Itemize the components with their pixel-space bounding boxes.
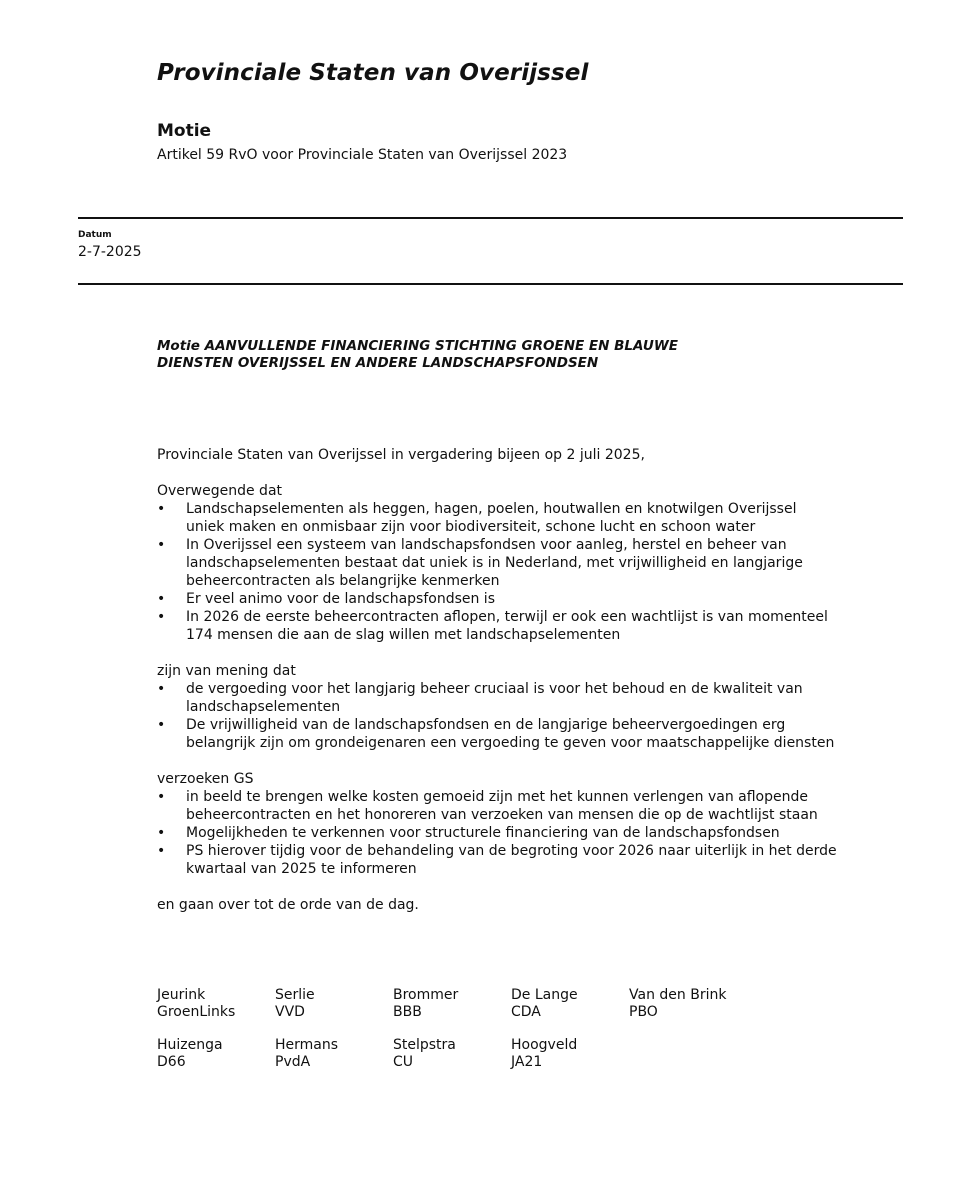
signatory [157, 1037, 275, 1071]
considering-heading: Overwegende dat [157, 483, 283, 499]
document-type-heading: Motie [157, 121, 212, 141]
list-item: • De vrijwilligheid van de landschapsfondsen en de langjarige beheervergoedingen erg belangrijk zijn om grondeigenaren een vergoeding te geven voor maatschappelijke diensten [157, 716, 837, 752]
top-divider [78, 217, 903, 219]
signatory-name: Brommer [393, 987, 459, 1003]
signatory-party: BBB [393, 1004, 422, 1020]
signatory [629, 987, 747, 1021]
signatory-name: De Lange [511, 987, 578, 1003]
signatory-party: CDA [511, 1004, 541, 1020]
signatory-name: Serlie [275, 987, 315, 1003]
closing-statement: en gaan over tot de orde van de dag. [157, 897, 419, 913]
datum-label: Datum [78, 230, 112, 240]
signatory [393, 1037, 511, 1071]
signatory-name: Huizenga [157, 1037, 223, 1053]
signatories [157, 987, 747, 1071]
datum-value: 2-7-2025 [78, 244, 142, 260]
signatory-name: Stelpstra [393, 1037, 456, 1053]
signatory-name: Van den Brink [629, 987, 727, 1003]
signatory-party: VVD [275, 1004, 305, 1020]
signatory-name: Hermans [275, 1037, 339, 1053]
request-heading: verzoeken GS [157, 771, 254, 787]
signatory [275, 1037, 393, 1071]
list-item: • In 2026 de eerste beheercontracten aflopen, terwijl er ook een wachtlijst is van momenteel 174 mensen die aan de slag willen met landschapselementen [157, 608, 837, 644]
document-subtitle: Artikel 59 RvO voor Provinciale Staten van Overijssel 2023 [157, 147, 568, 163]
considering-list [157, 500, 837, 644]
opening-statement: Provinciale Staten van Overijssel in vergadering bijeen op 2 juli 2025, [157, 447, 645, 463]
signatory-name: Hoogveld [511, 1037, 578, 1053]
signatory [275, 987, 393, 1021]
opinion-list [157, 680, 837, 752]
list-item: • in beeld te brengen welke kosten gemoeid zijn met het kunnen verlengen van aflopende beheercontracten en het honoreren van verzoeken van mensen die op de wachtlijst staan [157, 788, 837, 824]
motion-title-line-1: Motie AANVULLENDE FINANCIERING STICHTING GROENE EN BLAUWE [157, 338, 678, 354]
signatory-party: JA21 [511, 1054, 543, 1070]
signatory [157, 987, 275, 1021]
signatory-party: D66 [157, 1054, 186, 1070]
signatory [511, 987, 629, 1021]
page-title: Provinciale Staten van Overijssel [157, 60, 589, 86]
signatory-party: PBO [629, 1004, 658, 1020]
list-item: • PS hierover tijdig voor de behandeling van de begroting voor 2026 naar uiterlijk in het derde kwartaal van 2025 te informeren [157, 842, 837, 878]
list-item: • Landschapselementen als heggen, hagen, poelen, houtwallen en knotwilgen Overijssel uniek maken en onmisbaar zijn voor biodiversiteit, schone lucht en schoon water [157, 500, 837, 536]
motion-body [157, 446, 837, 914]
signatory [511, 1037, 629, 1071]
signatory-row [157, 1037, 747, 1071]
signatory-party: CU [393, 1054, 414, 1070]
motion-title-line-2: DIENSTEN OVERIJSSEL EN ANDERE LANDSCHAPSFONDSEN [157, 355, 599, 371]
request-list [157, 788, 837, 878]
signatory [393, 987, 511, 1021]
list-item: • Mogelijkheden te verkennen voor structurele financiering van de landschapsfondsen [157, 824, 837, 842]
opinion-heading: zijn van mening dat [157, 663, 296, 679]
signatory-name: Jeurink [157, 987, 206, 1003]
list-item: • In Overijssel een systeem van landschapsfondsen voor aanleg, herstel en beheer van landschapselementen bestaat dat uniek is in Nederland, met vrijwilligheid en langjarige beheercontracten als belangrijke kenmerken [157, 536, 837, 590]
signatory-row [157, 987, 747, 1021]
list-item: • Er veel animo voor de landschapsfondsen is [157, 590, 837, 608]
signatory-party: PvdA [275, 1054, 311, 1070]
bottom-divider [78, 283, 903, 285]
motion-title [157, 338, 797, 372]
list-item: • de vergoeding voor het langjarig beheer cruciaal is voor het behoud en de kwaliteit van landschapselementen [157, 680, 837, 716]
signatory-party: GroenLinks [157, 1004, 236, 1020]
